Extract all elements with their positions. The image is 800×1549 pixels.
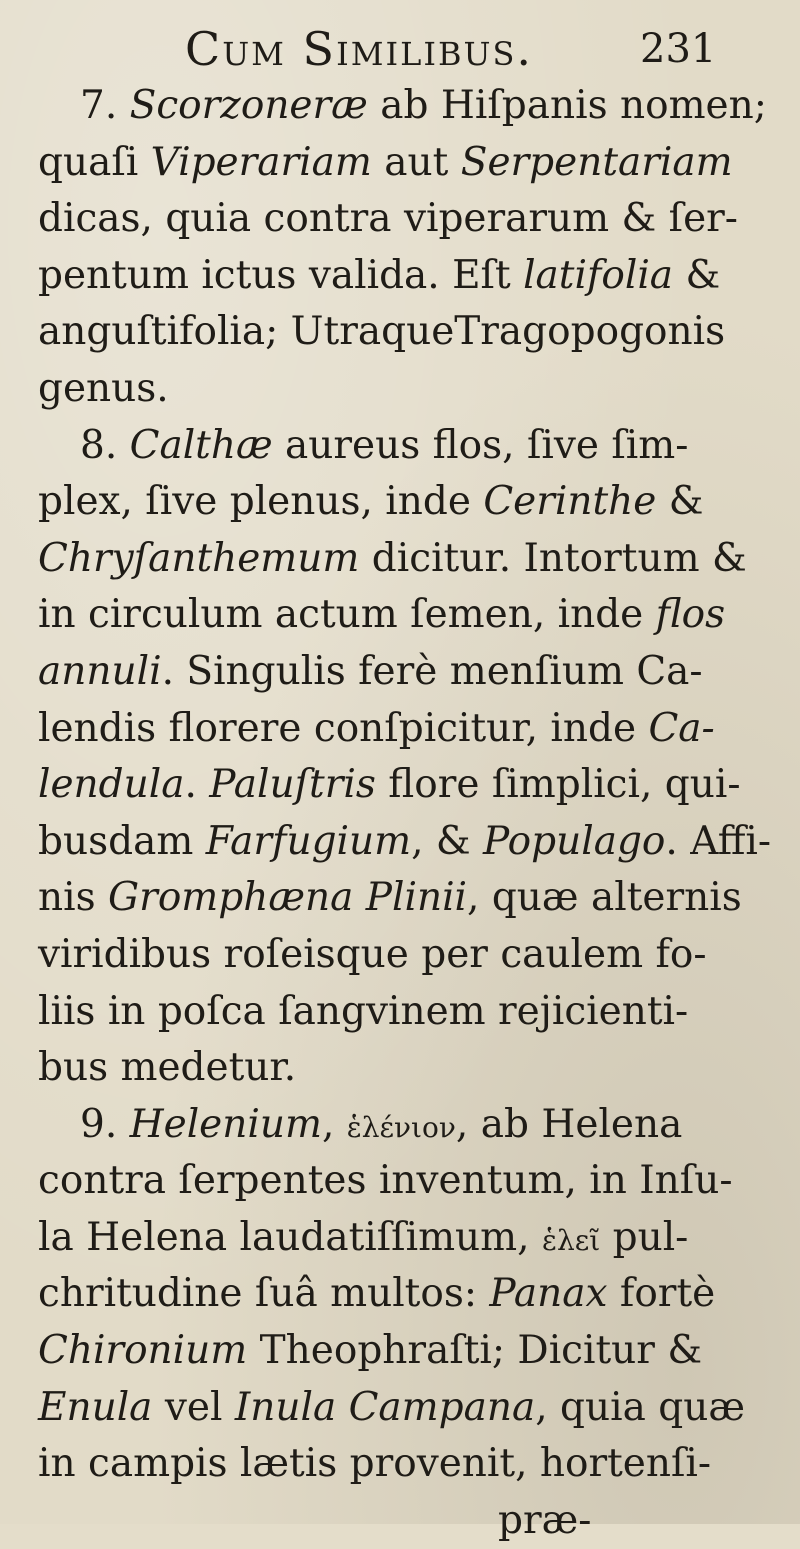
- text-run: vel: [152, 1384, 235, 1430]
- text-run: &: [673, 252, 721, 298]
- italic-term: annuli: [38, 648, 162, 694]
- text-line: [38, 870, 778, 927]
- text-line: [38, 1436, 778, 1493]
- text-line: [38, 757, 778, 814]
- text-run: in circulum actum ſemen, inde: [38, 592, 656, 638]
- text-run: busdam: [38, 818, 206, 864]
- text-line: [38, 191, 778, 248]
- italic-term: Ca-: [648, 705, 715, 751]
- text-line: [38, 248, 778, 305]
- italic-term: flos: [655, 592, 726, 638]
- text-run: anguſtifolia; UtraqueTragopogonis: [38, 309, 726, 355]
- text-run: liis in poſca ſangvinem rejicienti-: [38, 988, 689, 1034]
- text-run: . Singulis ferè menſium Ca-: [161, 648, 703, 694]
- text-run: , ab Helena: [455, 1101, 683, 1147]
- text-line: [38, 1210, 778, 1267]
- text-run: dicitur. Intortum &: [359, 535, 747, 581]
- italic-term: Populago: [483, 818, 666, 864]
- text-run: , &: [411, 818, 484, 864]
- text-line: [38, 701, 778, 758]
- italic-term: Viperariam: [150, 139, 372, 185]
- greek-term: ἑλεῖ: [541, 1223, 601, 1257]
- text-run: præ-: [498, 1497, 592, 1543]
- text-run: fortè: [607, 1271, 716, 1317]
- text-line: [38, 644, 778, 701]
- text-line: [38, 304, 778, 361]
- text-line: [38, 135, 778, 192]
- italic-term: latifolia: [523, 252, 674, 298]
- text-line: [38, 587, 778, 644]
- text-line: [38, 1323, 778, 1380]
- italic-term: Serpentariam: [460, 139, 733, 185]
- text-line: [38, 1040, 778, 1097]
- text-run: plex, ſive plenus, inde: [38, 479, 484, 525]
- text-run: ab Hiſpanis nomen;: [367, 83, 767, 128]
- text-run: nis: [38, 875, 109, 921]
- italic-term: Cerinthe: [483, 479, 657, 525]
- text-run: lendis florere conſpicitur, inde: [38, 705, 649, 751]
- text-line: [38, 361, 778, 418]
- text-run: .: [184, 762, 210, 808]
- text-run: 9.: [80, 1101, 130, 1147]
- text-run: Theophraſti; Dicitur &: [247, 1328, 703, 1374]
- text-line: [38, 927, 778, 984]
- italic-term: Panax: [489, 1271, 608, 1317]
- page-header: [0, 8, 800, 78]
- text-run: , quia quæ: [535, 1384, 745, 1430]
- text-run: &: [656, 479, 704, 525]
- italic-term: Calthæ: [129, 422, 273, 468]
- text-run: genus.: [38, 365, 169, 411]
- text-run: aureus flos, ſive ſim-: [272, 422, 689, 468]
- text-line: [38, 1097, 778, 1154]
- italic-term: lendula: [38, 762, 185, 808]
- text-line: [38, 474, 778, 531]
- text-run: ,: [321, 1101, 347, 1147]
- text-line: [38, 984, 778, 1041]
- text-run: viridibus roſeisque per caulem fo-: [38, 931, 707, 977]
- text-run: bus medetur.: [38, 1045, 297, 1091]
- italic-term: Paluſtris: [209, 762, 376, 808]
- text-run: 8.: [80, 422, 130, 468]
- text-run: in campis lætis provenit, hortenſi-: [38, 1441, 712, 1487]
- text-run: , quæ alternis: [467, 875, 742, 921]
- text-run: pentum ictus valida. Eſt: [38, 252, 524, 298]
- italic-term: Chryſanthemum: [38, 535, 360, 581]
- italic-term: Helenium: [129, 1101, 322, 1147]
- body-text: [38, 78, 778, 1549]
- italic-term: Inula Campana: [234, 1384, 536, 1430]
- text-line: [38, 418, 778, 475]
- text-run: quaſi: [38, 139, 151, 185]
- text-run: pul-: [600, 1214, 689, 1260]
- text-line: [38, 531, 778, 588]
- text-run: . Affi-: [665, 818, 772, 864]
- text-line: [38, 1266, 778, 1323]
- italic-term: Farfugium: [205, 818, 412, 864]
- text-line: [38, 78, 778, 135]
- greek-term: ἑλένιον: [346, 1110, 456, 1144]
- text-line: [38, 1380, 778, 1437]
- text-run: aut: [371, 139, 461, 185]
- catchword: [38, 1493, 778, 1549]
- italic-term: Gromphæna Plinii: [108, 875, 468, 921]
- text-line: [38, 1153, 778, 1210]
- text-run: dicas, quia contra viperarum & ſer-: [38, 196, 738, 242]
- page-number: 231: [640, 26, 717, 72]
- italic-term: Scorzoneræ: [129, 83, 368, 128]
- text-run: la Helena laudatiſſimum,: [38, 1214, 542, 1260]
- text-line: [38, 814, 778, 871]
- italic-term: Enula: [38, 1384, 153, 1430]
- text-run: 7.: [80, 83, 130, 128]
- text-run: chritudine ſuâ multos:: [38, 1271, 490, 1317]
- running-head: Cum Similibus.: [185, 22, 534, 76]
- italic-term: Chironium: [38, 1328, 248, 1374]
- text-run: flore ſimplici, qui-: [375, 762, 741, 808]
- text-run: contra ſerpentes inventum, in Inſu-: [38, 1158, 733, 1204]
